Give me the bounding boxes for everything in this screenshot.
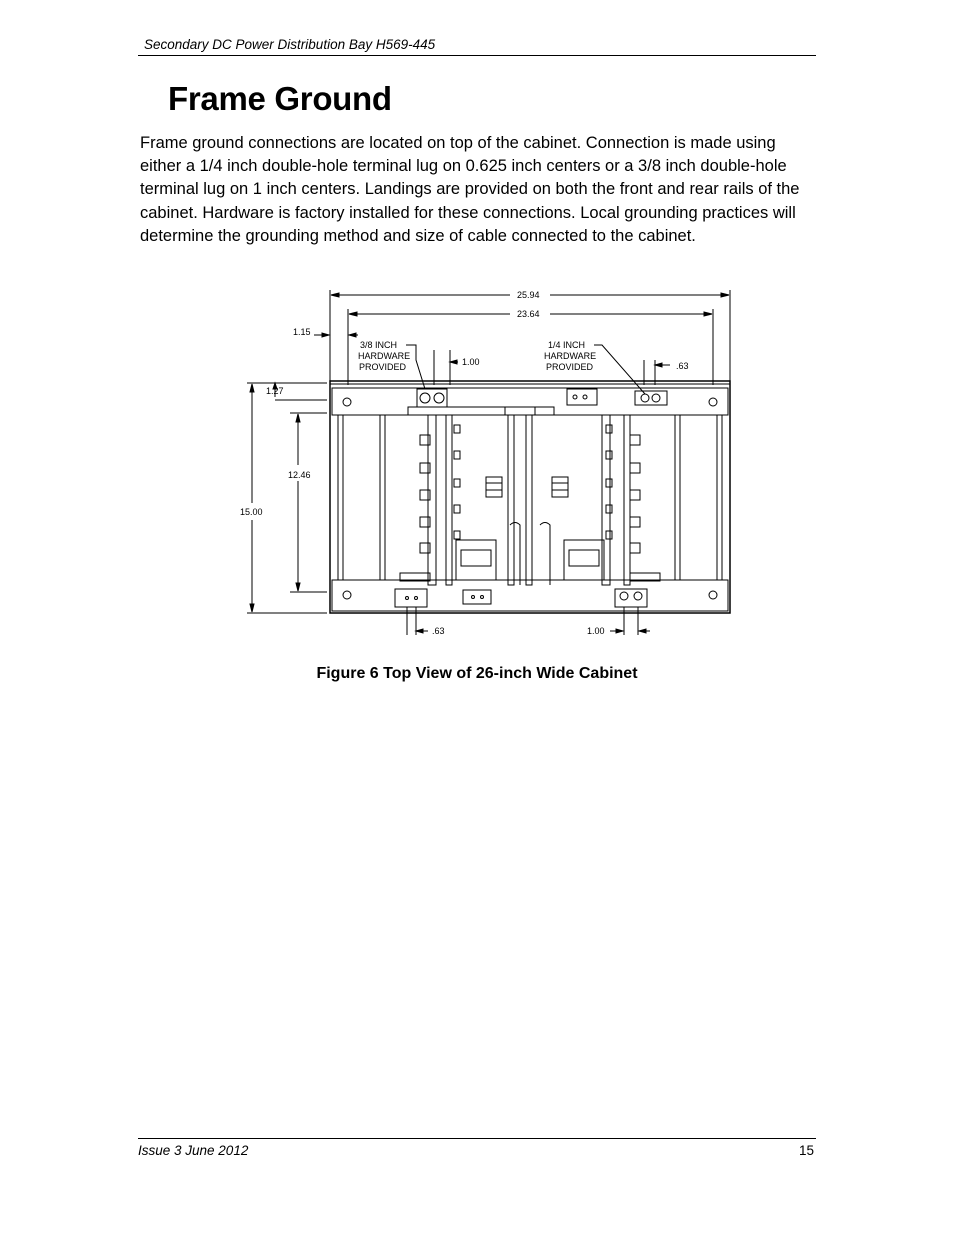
svg-text:1/4 INCH: 1/4 INCH bbox=[548, 340, 586, 350]
hole-spacing-top-left-label: 1.00 bbox=[462, 357, 480, 367]
footer-rule bbox=[138, 1138, 816, 1139]
cabinet-outline bbox=[330, 381, 730, 613]
hole-spacing-bottom-left-label: .63 bbox=[432, 626, 445, 636]
left-breaker-stack bbox=[420, 425, 460, 553]
svg-text:HARDWARE: HARDWARE bbox=[358, 351, 411, 361]
inner-width-label: 23.64 bbox=[517, 309, 540, 319]
body-paragraph: Frame ground connections are located on top of the cabinet. Connection is made using either a 1/4 inch double-hole terminal lug on 0.625 inch centers or a 3/8 inch double-hole terminal lug on 1 inch centers. Landings are provided on both the front and rear rails of the cabinet. Hardware is factory installed for these connections. Local grounding practices will determine the grounding method and size of cable connected to the cabinet. bbox=[140, 134, 800, 245]
header-rule bbox=[138, 55, 816, 56]
right-breaker-stack bbox=[606, 425, 640, 553]
footer-issue-date: Issue 3 June 2012 bbox=[138, 1143, 249, 1158]
right-hardware-callout bbox=[544, 340, 689, 394]
depth-dimensions bbox=[240, 383, 327, 613]
cabinet-drawing bbox=[230, 285, 740, 640]
overall-depth-label: 15.00 bbox=[240, 507, 263, 517]
running-header: Secondary DC Power Distribution Bay H569-445 bbox=[144, 37, 436, 52]
left-offset-label: 1.15 bbox=[293, 327, 311, 337]
inner-depth-label: 12.46 bbox=[288, 470, 311, 480]
figure-caption: Figure 6 Top View of 26-inch Wide Cabinet bbox=[316, 665, 638, 682]
hole-spacing-top-right-label: .63 bbox=[676, 361, 689, 371]
hole-spacing-bottom-right-label: 1.00 bbox=[587, 626, 605, 636]
overall-width-label: 25.94 bbox=[517, 290, 540, 300]
svg-text:PROVIDED: PROVIDED bbox=[359, 362, 407, 372]
svg-text:HARDWARE: HARDWARE bbox=[544, 351, 597, 361]
section-title: Frame Ground bbox=[168, 80, 392, 117]
cabinet-top-view-figure bbox=[230, 285, 740, 640]
page-number: 15 bbox=[798, 1143, 814, 1158]
svg-text:3/8 INCH: 3/8 INCH bbox=[360, 340, 398, 350]
svg-text:PROVIDED: PROVIDED bbox=[546, 362, 594, 372]
inner-width-dimension bbox=[348, 309, 713, 385]
top-offset-label: 1.27 bbox=[266, 386, 284, 396]
